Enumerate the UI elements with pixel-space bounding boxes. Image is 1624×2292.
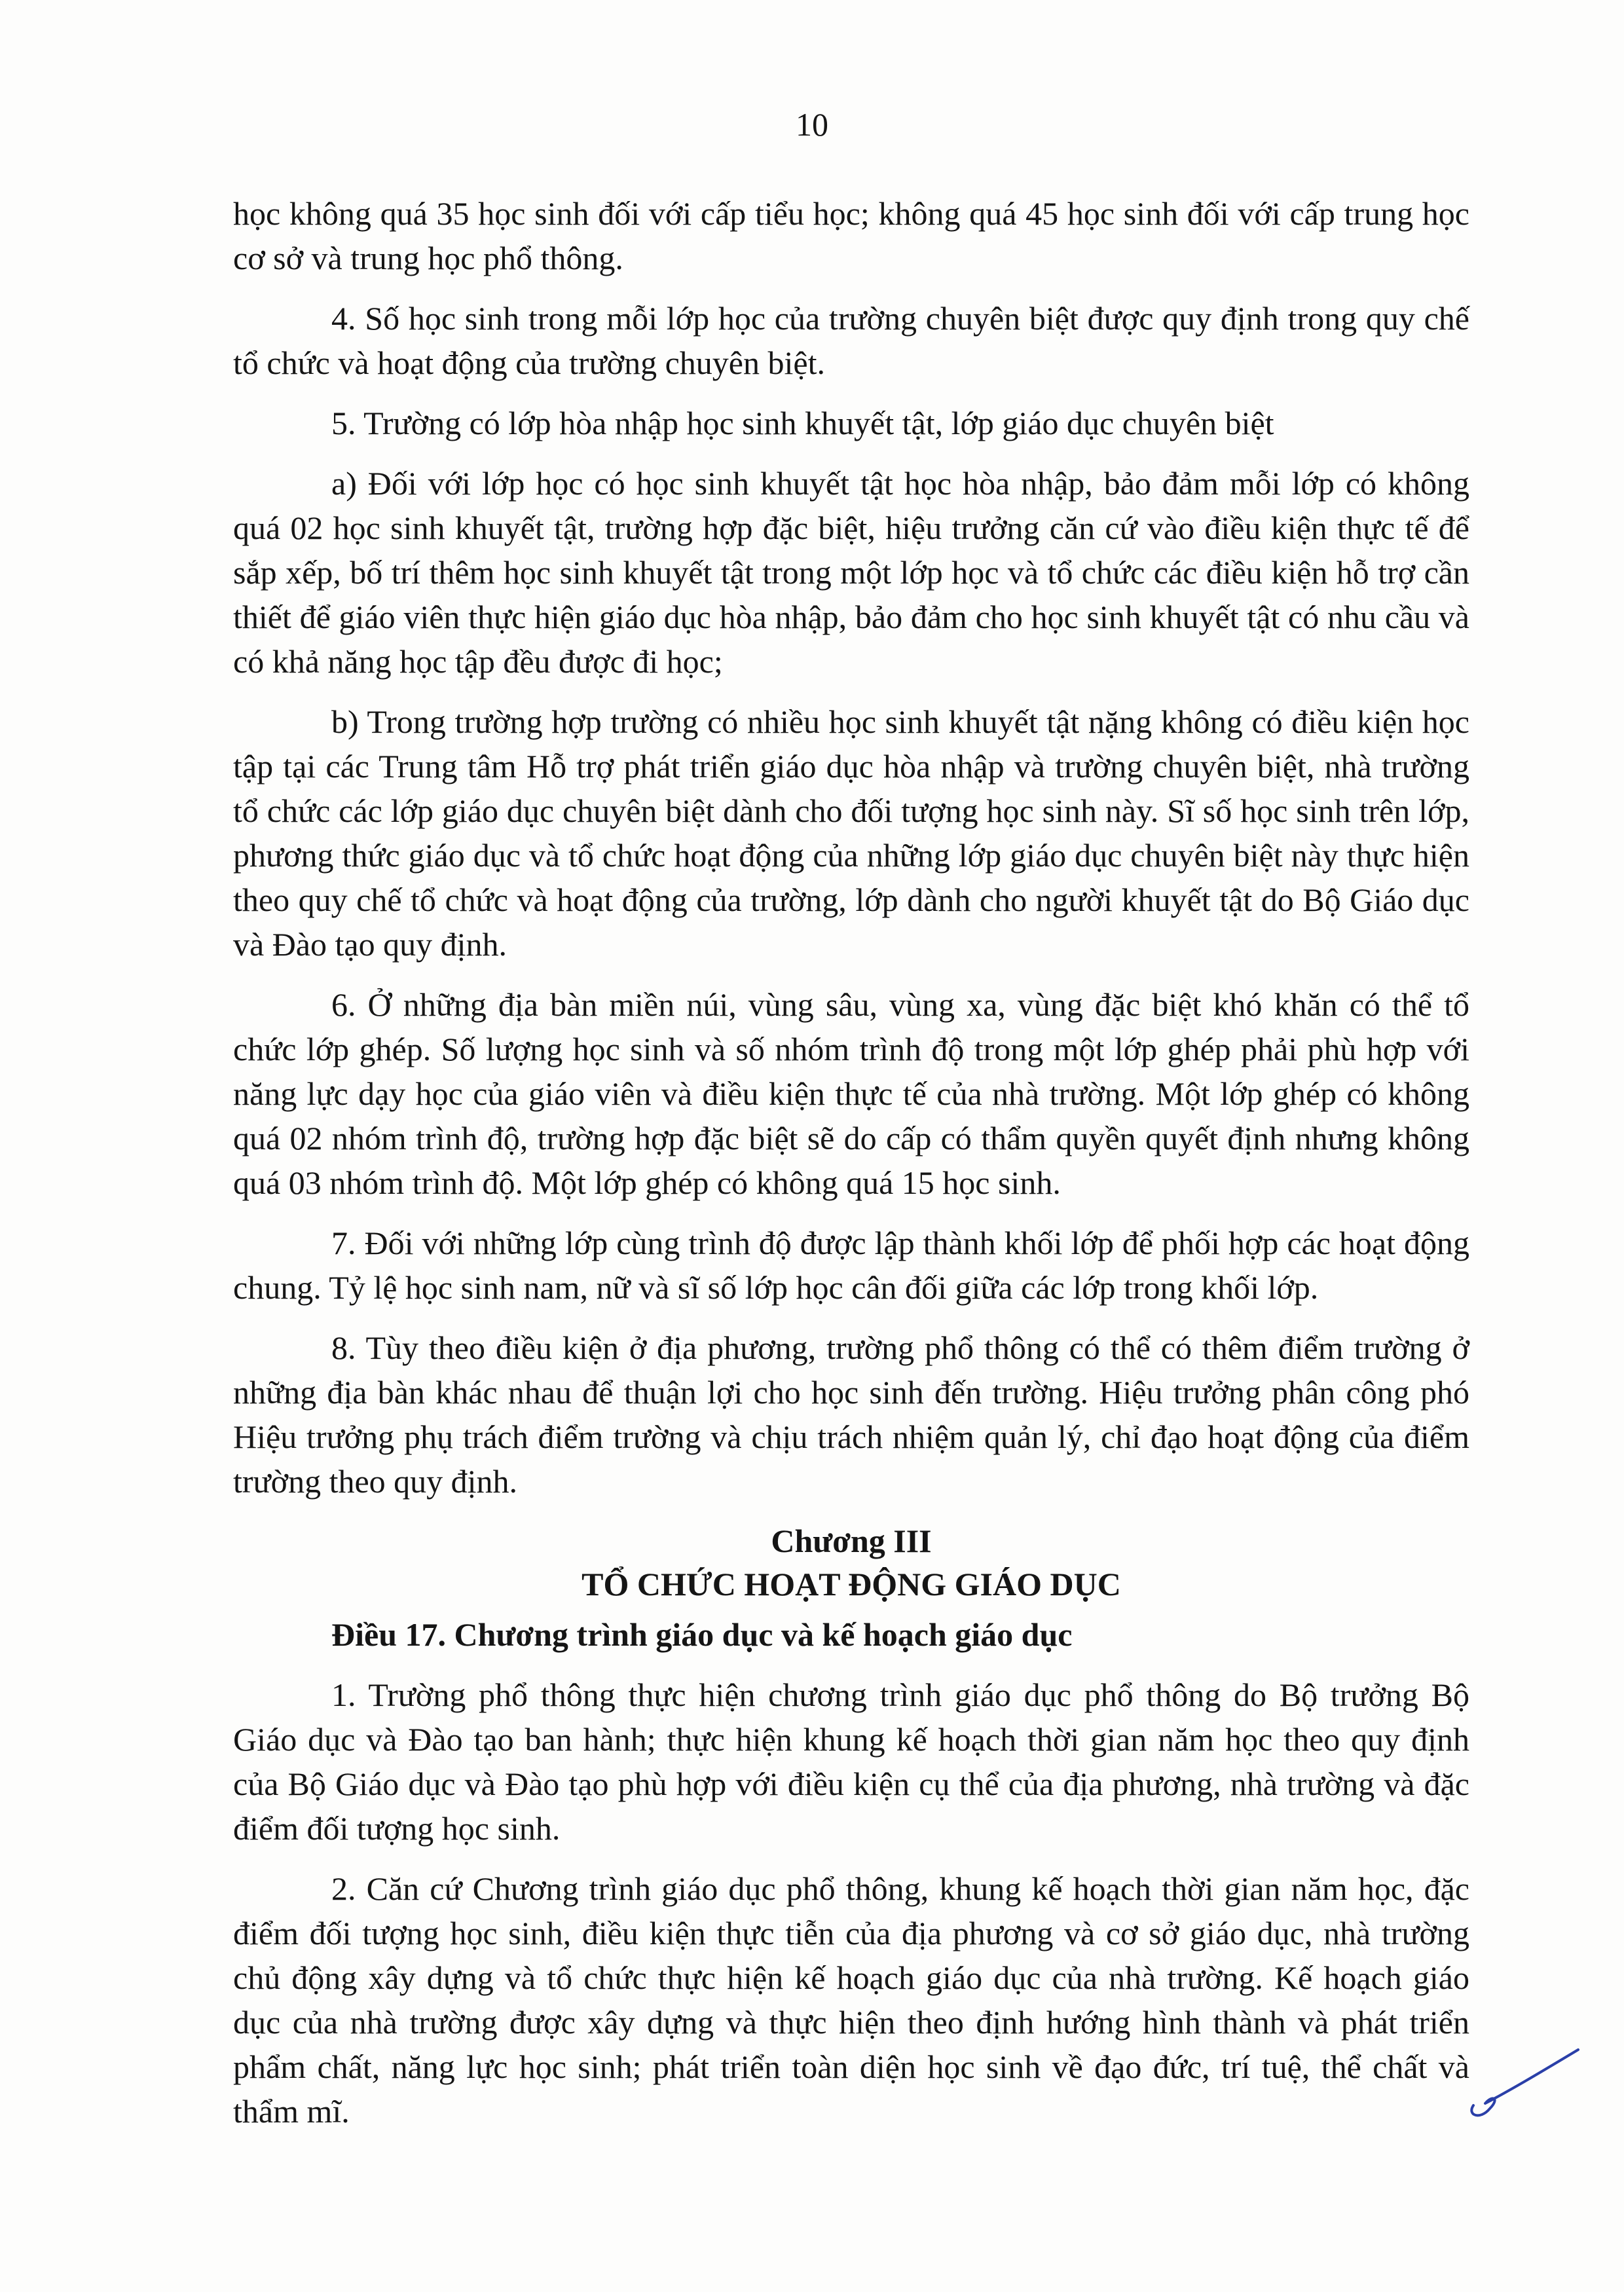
article-paragraph-2: 2. Căn cứ Chương trình giáo dục phổ thông, khung kế hoạch thời gian năm học, đặc điểm đối tượng học sinh, điều kiện thực tiễn của địa phương và cơ sở giáo dục, nhà trường chủ động xây dựng và tổ chức thực hiện kế hoạch giáo dục của nhà trường. Kế hoạch giáo dục của nhà trường được xây dựng và thực hiện theo định hướng hình thành và phát triển phẩm chất, năng lực học sinh; phát triển toàn diện học sinh về đạo đức, trí tuệ, thể chất và thẩm mĩ. xyxy=(233,1870,1469,2130)
paragraph-clause-5a: a) Đối với lớp học có học sinh khuyết tật học hòa nhập, bảo đảm mỗi lớp có không quá 02 học sinh khuyết tật, trường hợp đặc biệt, hiệu trưởng căn cứ vào điều kiện thực tế để sắp xếp, bố trí thêm học sinh khuyết tật trong một lớp học và tổ chức các điều kiện hỗ trợ cần thiết để giáo viên thực hiện giáo dục hòa nhập, bảo đảm cho học sinh khuyết tật có nhu cầu và có khả năng học tập đều được đi học; xyxy=(233,465,1469,680)
paragraph-continued: học không quá 35 học sinh đối với cấp tiểu học; không quá 45 học sinh đối với cấp trung học cơ sở và trung học phổ thông. xyxy=(233,195,1469,276)
initial-mark-icon xyxy=(1454,2043,1585,2122)
chapter-label: Chương III xyxy=(771,1523,932,1559)
paragraph-clause-7: 7. Đối với những lớp cùng trình độ được lập thành khối lớp để phối hợp các hoạt động chung. Tỷ lệ học sinh nam, nữ và sĩ số lớp học cân đối giữa các lớp trong khối lớp. xyxy=(233,1225,1469,1306)
page-number: 10 xyxy=(796,106,828,143)
paragraph-clause-8: 8. Tùy theo điều kiện ở địa phương, trường phổ thông có thể có thêm điểm trường ở những địa bàn khác nhau để thuận lợi cho học sinh đến trường. Hiệu trưởng phân công phó Hiệu trưởng phụ trách điểm trường và chịu trách nhiệm quản lý, chỉ đạo hoạt động của điểm trường theo quy định. xyxy=(233,1329,1469,1500)
paragraph-clause-5: 5. Trường có lớp hòa nhập học sinh khuyết tật, lớp giáo dục chuyên biệt xyxy=(331,405,1274,441)
document-body xyxy=(233,191,1469,2149)
article-paragraph-1: 1. Trường phổ thông thực hiện chương trình giáo dục phổ thông do Bộ trưởng Bộ Giáo dục và Đào tạo ban hành; thực hiện khung kế hoạch thời gian năm học theo quy định của Bộ Giáo dục và Đào tạo phù hợp với điều kiện cụ thể của địa phương, nhà trường và đặc điểm đối tượng học sinh. xyxy=(233,1676,1469,1847)
paragraph-clause-4: 4. Số học sinh trong mỗi lớp học của trường chuyên biệt được quy định trong quy chế tổ chức và hoạt động của trường chuyên biệt. xyxy=(233,300,1469,381)
paragraph-clause-6: 6. Ở những địa bàn miền núi, vùng sâu, vùng xa, vùng đặc biệt khó khăn có thể tổ chức lớp ghép. Số lượng học sinh và số nhóm trình độ trong một lớp ghép phải phù hợp với năng lực dạy học của giáo viên và điều kiện thực tế của nhà trường. Một lớp ghép có không quá 02 nhóm trình độ, trường hợp đặc biệt sẽ do cấp có thẩm quyền quyết định nhưng không quá 03 nhóm trình độ. Một lớp ghép có không quá 15 học sinh. xyxy=(233,986,1469,1201)
paragraph-clause-5b: b) Trong trường hợp trường có nhiều học sinh khuyết tật nặng không có điều kiện học tập tại các Trung tâm Hỗ trợ phát triển giáo dục hòa nhập và trường chuyên biệt, nhà trường tổ chức các lớp giáo dục chuyên biệt dành cho đối tượng học sinh này. Sĩ số học sinh trên lớp, phương thức giáo dục và tổ chức hoạt động của những lớp giáo dục chuyên biệt này thực hiện theo quy chế tổ chức và hoạt động của trường, lớp dành cho người khuyết tật do Bộ Giáo dục và Đào tạo quy định. xyxy=(233,703,1469,963)
article-title: Điều 17. Chương trình giáo dục và kế hoạch giáo dục xyxy=(331,1616,1073,1653)
chapter-title: TỔ CHỨC HOẠT ĐỘNG GIÁO DỤC xyxy=(581,1566,1121,1602)
